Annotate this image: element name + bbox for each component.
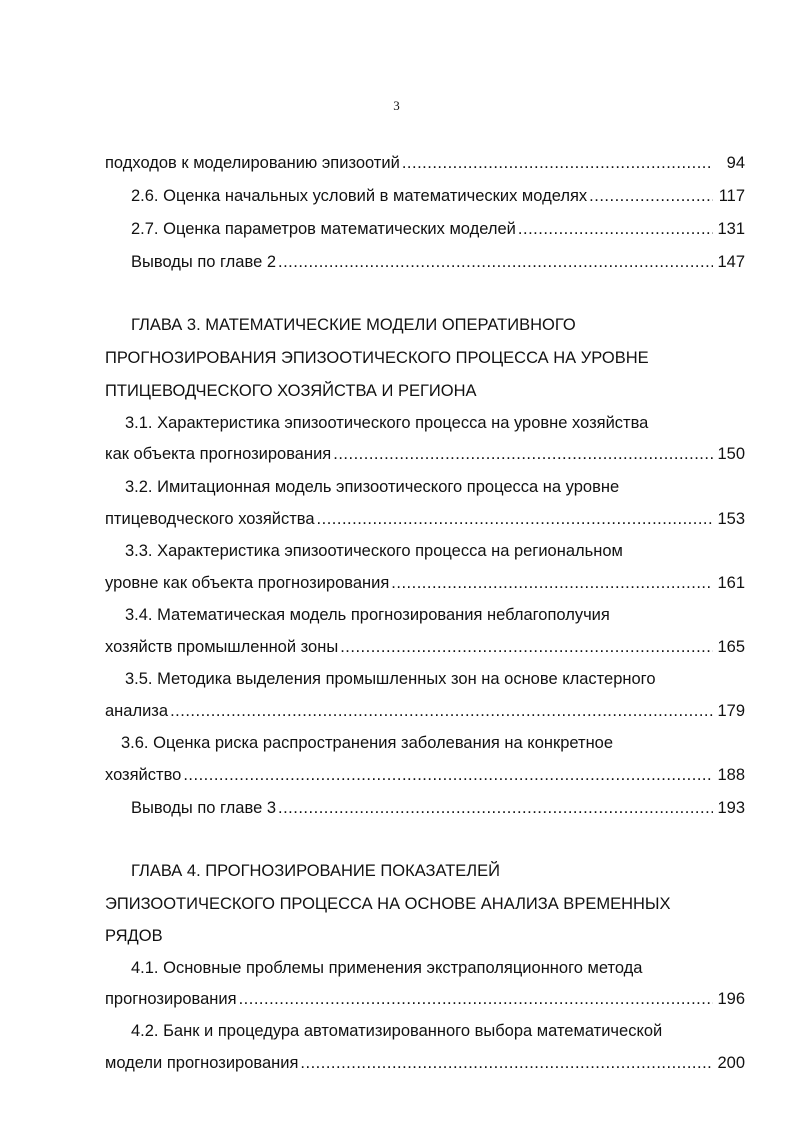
toc-entry-page: 150: [717, 445, 745, 463]
toc-section-title-first-line: 3.6. Оценка риска распространения заболевания на конкретное: [121, 734, 614, 752]
toc-section-title-first-line: 3.5. Методика выделения промышленных зон на основе кластерного: [125, 670, 656, 688]
chapter-4-heading-line-1: ГЛАВА 4. ПРОГНОЗИРОВАНИЕ ПОКАЗАТЕЛЕЙ: [131, 862, 500, 880]
chapter-3-heading-line-2: ПРОГНОЗИРОВАНИЯ ЭПИЗООТИЧЕСКОГО ПРОЦЕССА НА УРОВНЕ: [105, 349, 649, 367]
toc-entry-title: 2.7. Оценка параметров математических моделей: [131, 220, 516, 238]
toc-section-title-first-line: 3.4. Математическая модель прогнозирования неблагополучия: [125, 606, 610, 624]
toc-section-title-first-line: 3.2. Имитационная модель эпизоотического процесса на уровне: [125, 478, 620, 496]
toc-entry-page: 193: [717, 799, 745, 817]
toc-entry-page: 117: [718, 187, 745, 205]
toc-entry-title: модели прогнозирования: [105, 1054, 299, 1072]
toc-entry-title: Выводы по главе 3: [131, 799, 277, 817]
chapter-4-heading-line-2: ЭПИЗООТИЧЕСКОГО ПРОЦЕССА НА ОСНОВЕ АНАЛИЗА ВРЕМЕННЫХ: [105, 895, 671, 913]
toc-entry[interactable]: [105, 636, 745, 658]
toc-entry[interactable]: [105, 508, 745, 530]
dot-leader: [333, 443, 713, 465]
toc-entry-page: 179: [717, 702, 745, 720]
dot-leader: [278, 251, 713, 273]
toc-entry[interactable]: [105, 185, 745, 207]
toc-entry-page: 147: [717, 253, 745, 271]
toc-entry-page: 165: [717, 638, 745, 656]
chapter-4-heading-line-3: РЯДОВ: [105, 927, 163, 945]
toc-entry[interactable]: [105, 764, 745, 786]
toc-entry-page: 200: [717, 1054, 745, 1072]
page-number: 3: [393, 98, 400, 113]
dot-leader: [239, 988, 713, 1010]
toc-entry-title: как объекта прогнозирования: [105, 445, 332, 463]
toc-entry-page: 196: [717, 990, 745, 1008]
toc-entry-title: птицеводческого хозяйства: [105, 510, 315, 528]
toc-section-title-first-line: 3.1. Характеристика эпизоотического процесса на уровне хозяйства: [125, 414, 649, 432]
dot-leader: [170, 700, 713, 722]
toc-entry-title: прогнозирования: [105, 990, 237, 1008]
toc-entry[interactable]: [105, 700, 745, 722]
chapter-3-heading-line-3: ПТИЦЕВОДЧЕСКОГО ХОЗЯЙСТВА И РЕГИОНА: [105, 382, 477, 400]
toc-section-title-first-line: 4.2. Банк и процедура автоматизированного выбора математической: [131, 1022, 663, 1040]
dot-leader: [402, 152, 713, 174]
toc-entry[interactable]: [105, 797, 745, 819]
toc-entry-page: 94: [726, 154, 745, 172]
toc-entry-title: анализа: [105, 702, 169, 720]
dot-leader: [340, 636, 713, 658]
toc-entry-page: 131: [717, 220, 745, 238]
toc-entry[interactable]: [105, 443, 745, 465]
dot-leader: [278, 797, 713, 819]
toc-section-title-first-line: 4.1. Основные проблемы применения экстраполяционного метода: [131, 959, 643, 977]
dot-leader: [518, 218, 713, 240]
toc-entry-page: 188: [717, 766, 745, 784]
dot-leader: [183, 764, 713, 786]
chapter-3-heading-line-1: ГЛАВА 3. МАТЕМАТИЧЕСКИЕ МОДЕЛИ ОПЕРАТИВНОГО: [131, 316, 576, 334]
toc-entry-title: хозяйство: [105, 766, 182, 784]
dot-leader: [391, 572, 713, 594]
toc-entry-title: 2.6. Оценка начальных условий в математических моделях: [131, 187, 588, 205]
toc-entry[interactable]: [105, 218, 745, 240]
toc-entry[interactable]: [105, 152, 745, 174]
toc-entry-page: 153: [717, 510, 745, 528]
toc-entry[interactable]: [105, 572, 745, 594]
dot-leader: [317, 508, 713, 530]
toc-entry-page: 161: [717, 574, 745, 592]
toc-entry-title: уровне как объекта прогнозирования: [105, 574, 390, 592]
toc-entry-title: подходов к моделированию эпизоотий: [105, 154, 400, 172]
toc-entry[interactable]: [105, 251, 745, 273]
toc-entry-title: хозяйств промышленной зоны: [105, 638, 339, 656]
toc-entry[interactable]: [105, 1052, 745, 1074]
toc-entry-title: Выводы по главе 2: [131, 253, 277, 271]
toc-section-title-first-line: 3.3. Характеристика эпизоотического процесса на региональном: [125, 542, 623, 560]
toc-entry[interactable]: [105, 988, 745, 1010]
dot-leader: [300, 1052, 713, 1074]
dot-leader: [589, 185, 713, 207]
